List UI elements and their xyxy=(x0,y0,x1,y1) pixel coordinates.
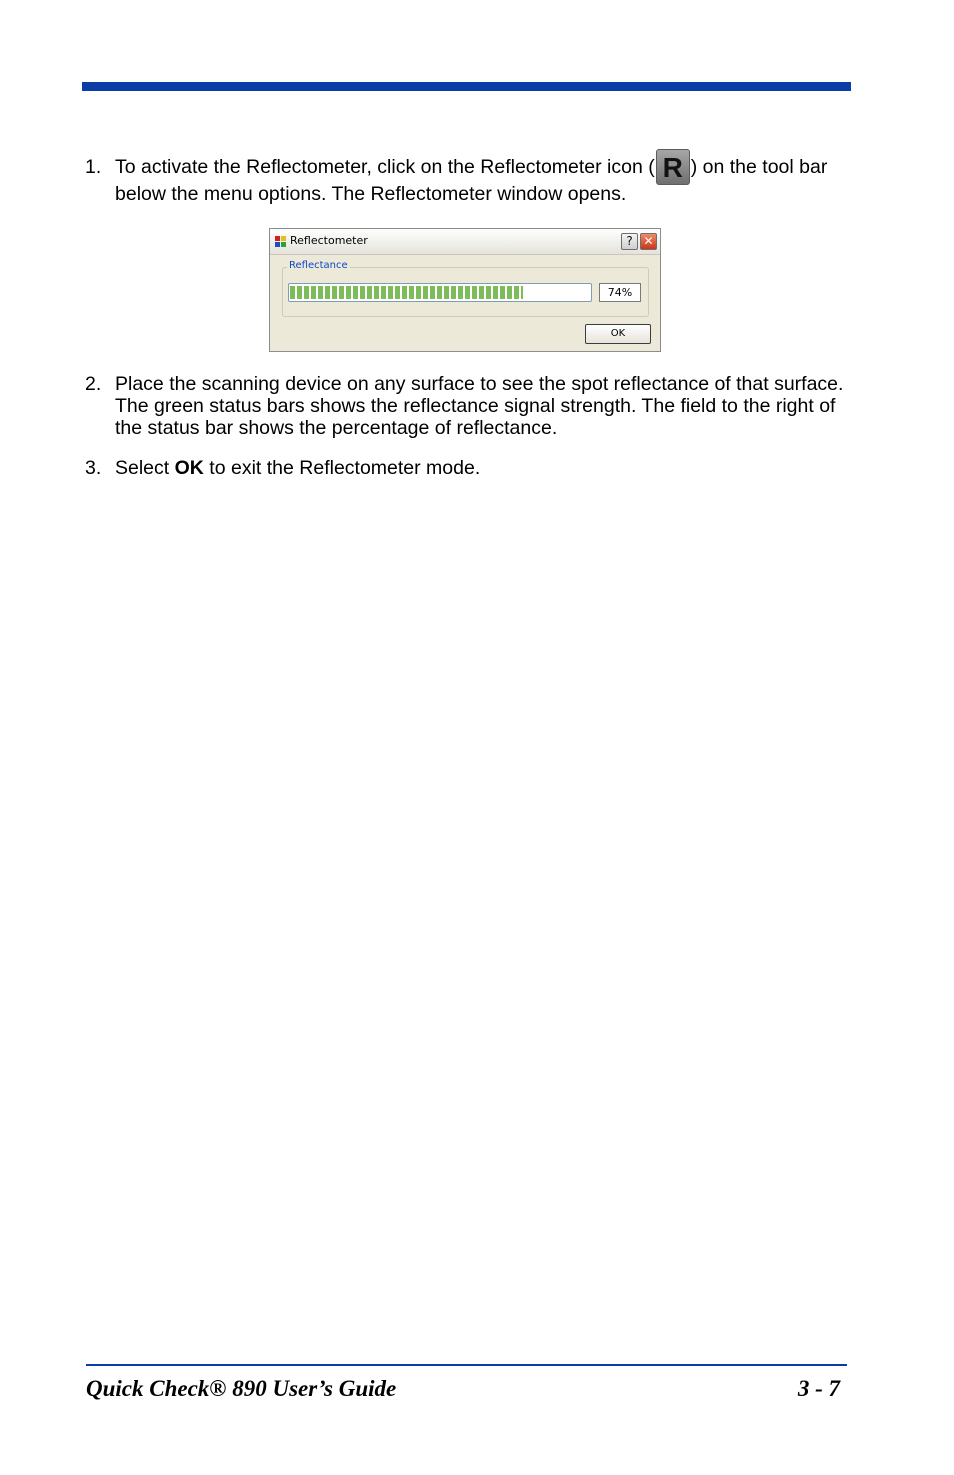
step-text: Place the scanning device on any surface to see the spot reflectance of that surface. The green status bars shows the reflectance signal strength. The field to the right of the status bar shows the percentage of reflectance. xyxy=(115,373,844,439)
app-icon xyxy=(275,236,287,248)
progress-fill xyxy=(290,286,523,299)
footer-rule xyxy=(86,1364,847,1366)
group-label: Reflectance xyxy=(289,260,348,271)
ok-emphasis: OK xyxy=(174,457,204,479)
header-rule xyxy=(82,82,851,91)
ok-button[interactable]: OK xyxy=(585,324,651,344)
step-number: 1. xyxy=(85,156,102,178)
dialog-titlebar[interactable] xyxy=(270,229,660,255)
step-text xyxy=(115,151,855,208)
step-2 xyxy=(85,373,855,439)
reflectance-progress-bar xyxy=(288,283,592,302)
dialog-title: Reflectometer xyxy=(290,234,368,247)
step-number: 3. xyxy=(85,457,102,479)
step-number: 2. xyxy=(85,373,102,395)
step-3 xyxy=(85,457,855,479)
percent-field: 74% xyxy=(599,283,641,302)
footer-title: Quick Check® 890 User’s Guide xyxy=(86,1376,397,1401)
page-number: 3 - 7 xyxy=(797,1376,840,1401)
reflectometer-dialog xyxy=(269,228,661,352)
close-button[interactable]: ✕ xyxy=(640,233,657,250)
step-text-part: Select xyxy=(115,457,175,479)
step-1 xyxy=(85,151,855,208)
step-text-part: ) on the tool bar below the menu options. The Reflectometer window opens. xyxy=(115,156,828,205)
reflectometer-icon: R xyxy=(656,149,690,185)
help-button[interactable]: ? xyxy=(621,233,638,250)
step-text xyxy=(115,457,855,479)
step-text-part: To activate the Reflectometer, click on the Reflectometer icon ( xyxy=(115,156,655,178)
step-text-part: to exit the Reflectometer mode. xyxy=(203,457,481,479)
